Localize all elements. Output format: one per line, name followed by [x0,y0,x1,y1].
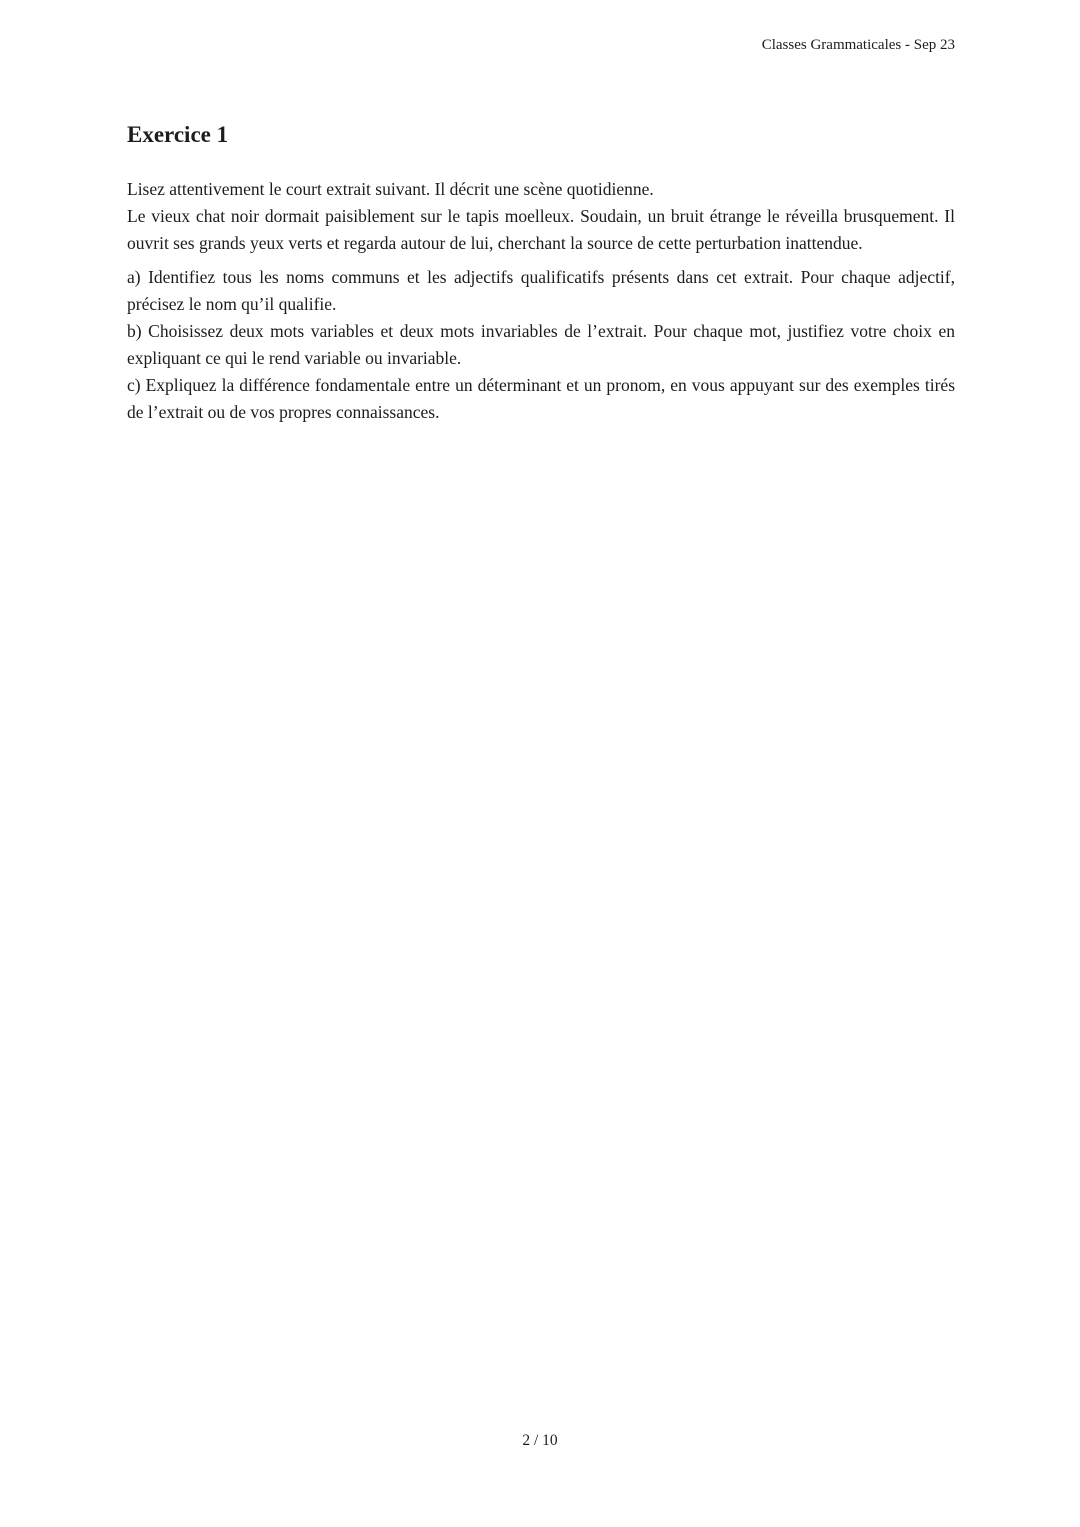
question-c: c) Expliquez la différence fondamentale entre un déterminant et un pronom, en vous appuyant sur des exemples tirés de l’extrait ou de vos propres connaissances. [127,375,955,422]
page-header: Classes Grammaticales - Sep 23 [761,37,955,53]
page-number: 2 / 10 [522,1432,558,1449]
question-list [127,264,955,426]
exercise-title: Exercice 1 [127,122,229,147]
question-a: a) Identifiez tous les noms communs et les adjectifs qualificatifs présents dans cet extrait. Pour chaque adjectif, précisez le nom qu’il qualifie. [127,267,955,314]
page-content [127,122,955,426]
exercise-intro: Lisez attentivement le court extrait suivant. Il décrit une scène quotidienne. [127,179,654,199]
exercise-extract: Le vieux chat noir dormait paisiblement sur le tapis moelleux. Soudain, un bruit étrange le réveilla brusquement. Il ouvrit ses grands yeux verts et regarda autour de lui, cherchant la source de cette perturbation inattendue. [127,206,955,253]
question-b: b) Choisissez deux mots variables et deux mots invariables de l’extrait. Pour chaque mot, justifiez votre choix en expliquant ce qui le rend variable ou invariable. [127,321,955,368]
